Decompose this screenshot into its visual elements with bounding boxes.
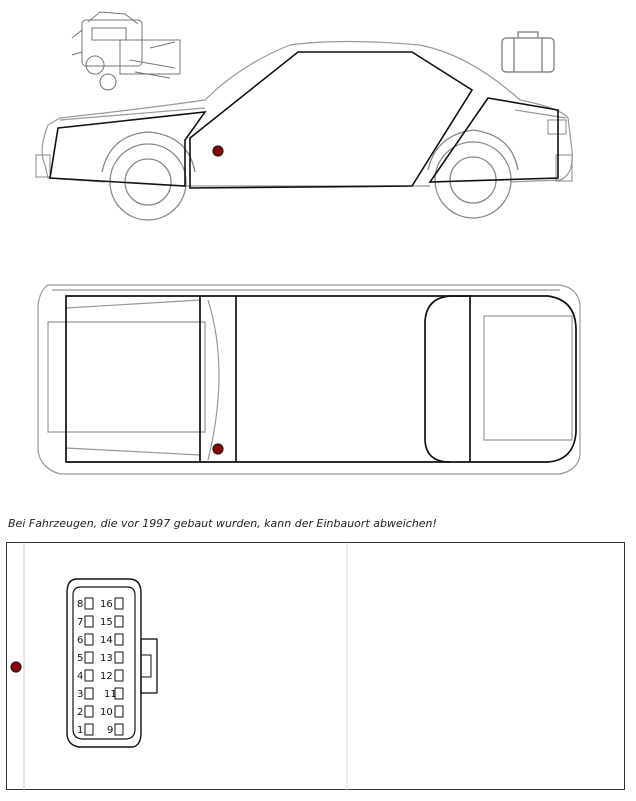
pin-label-right: 9	[107, 725, 114, 736]
pin-label-left: 4	[77, 671, 84, 682]
pin-label-left: 1	[77, 725, 84, 736]
obd-location-marker-detail	[11, 662, 21, 672]
pin-label-left: 6	[77, 635, 84, 646]
obd-connector-diagram	[7, 543, 626, 791]
build-year-note: Bei Fahrzeugen, die vor 1997 gebaut wurden, kann der Einbauort abweichen!	[8, 517, 437, 530]
car-side-view	[0, 0, 636, 230]
front-wheel	[102, 132, 195, 220]
obd-location-marker-top	[213, 444, 223, 454]
engine-icon	[72, 12, 180, 90]
pin-label-right: 14	[100, 635, 113, 646]
pin-label-right: 15	[100, 617, 113, 628]
pin-label-left: 5	[77, 653, 84, 664]
pin-label-left: 2	[77, 707, 84, 718]
car-top-view	[0, 270, 636, 480]
pin-label-left: 7	[77, 617, 84, 628]
pin-label-right: 12	[100, 671, 113, 682]
connector-detail-panel	[6, 542, 625, 790]
pin-label-right: 13	[100, 653, 113, 664]
pin-label-left: 8	[77, 599, 84, 610]
rear-wheel	[428, 130, 518, 218]
pin-label-left: 3	[77, 689, 84, 700]
pin-label-right: 11	[104, 689, 117, 700]
pin-label-right: 16	[100, 599, 113, 610]
obd-location-marker-side	[213, 146, 223, 156]
pin-label-right: 10	[100, 707, 113, 718]
pin-grid	[77, 598, 123, 736]
luggage-icon	[502, 32, 554, 72]
